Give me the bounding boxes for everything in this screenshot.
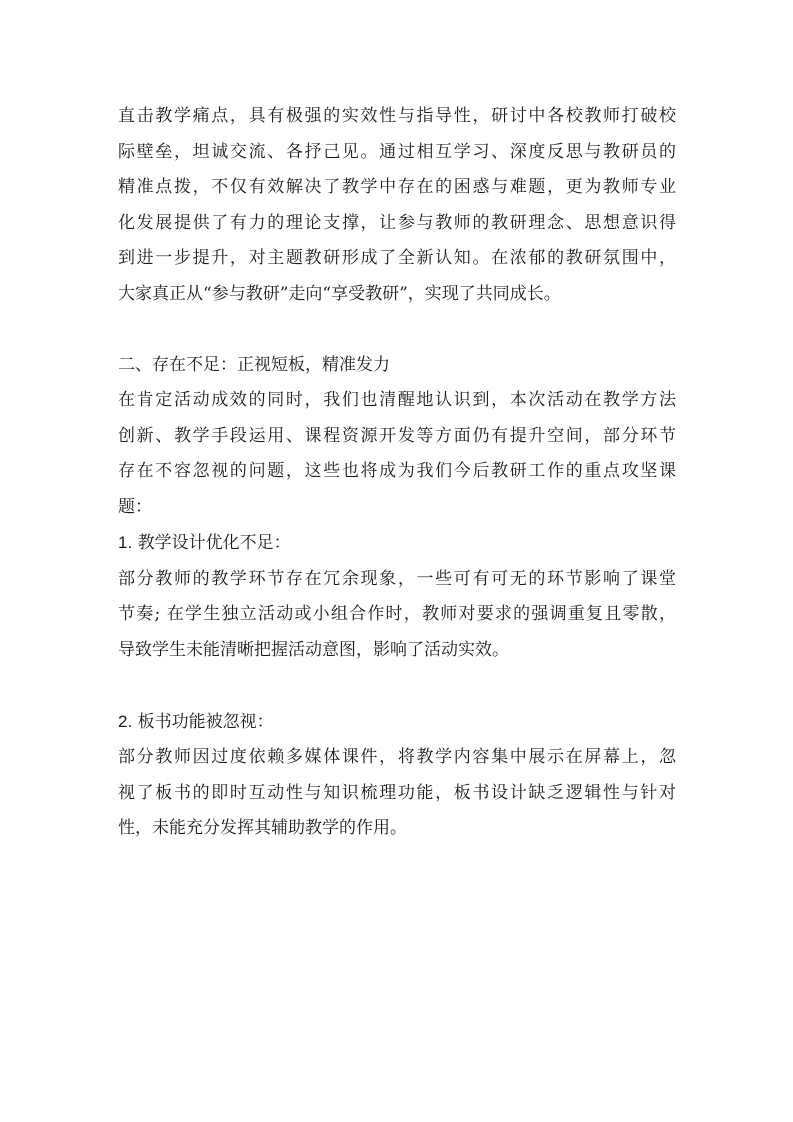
text-line: 直击教学痛点，具有极强的实效性与指导性，研讨中各校教师打破校 — [118, 106, 676, 126]
item-heading — [118, 525, 676, 562]
item-paragraph — [118, 740, 676, 847]
section-intro-paragraph — [118, 383, 676, 525]
item-number: 1. — [118, 533, 133, 552]
text-line: 创新、教学手段运用、课程资源开发等方面仍有提升空间，部分环节 — [118, 425, 676, 446]
text-line: 节奏; 在学生独立活动或小组合作时，教师对要求的强调重复且零散， — [118, 604, 676, 624]
text-line: 视了板书的即时互动性与知识梳理功能，板书设计缺乏逻辑性与针对 — [118, 782, 676, 803]
item-paragraph — [118, 562, 676, 669]
text-line: 到进一步提升，对主题教研形成了全新认知。在浓郁的教研氛围中， — [118, 248, 676, 268]
item-title: 教学设计优化不足： — [137, 533, 291, 553]
document-body — [118, 99, 676, 847]
text-line: 部分教师因过度依赖多媒体课件，将教学内容集中展示在屏幕上，忽 — [118, 747, 676, 767]
section-heading: 二、存在不足：正视短板，精准发力 — [118, 354, 390, 375]
text-line: 存在不容忽视的问题，这些也将成为我们今后教研工作的重点攻坚课 — [118, 461, 676, 481]
text-line: 性，未能充分发挥其辅助教学的作用。 — [118, 818, 407, 838]
text-line: 题： — [118, 496, 152, 517]
item-title: 板书功能被忽视： — [137, 711, 274, 732]
text-line: 导致学生未能清晰把握活动意图，影响了活动实效。 — [118, 639, 509, 660]
text-line: 精准点拨，不仅有效解决了教学中存在的困惑与难题，更为教师专业 — [118, 177, 676, 197]
blank-line — [118, 668, 676, 704]
text-line: 在肯定活动成效的同时，我们也清醒地认识到，本次活动在教学方法 — [118, 390, 676, 410]
item-number: 2. — [118, 711, 133, 731]
text-line: 部分教师的教学环节存在冗余现象，一些可有可无的环节影响了课堂 — [118, 568, 676, 589]
text-line: 际壁垒，坦诚交流、各抒己见。通过相互学习、深度反思与教研员的 — [118, 141, 676, 162]
intro-paragraph — [118, 99, 676, 312]
item-heading — [118, 704, 676, 741]
blank-line — [118, 312, 676, 348]
text-line: 化发展提供了有力的理论支撑，让参与教师的教研理念、思想意识得 — [118, 212, 676, 233]
text-line: 大家真正从“参与教研”走向“享受教研”，实现了共同成长。 — [118, 283, 561, 304]
